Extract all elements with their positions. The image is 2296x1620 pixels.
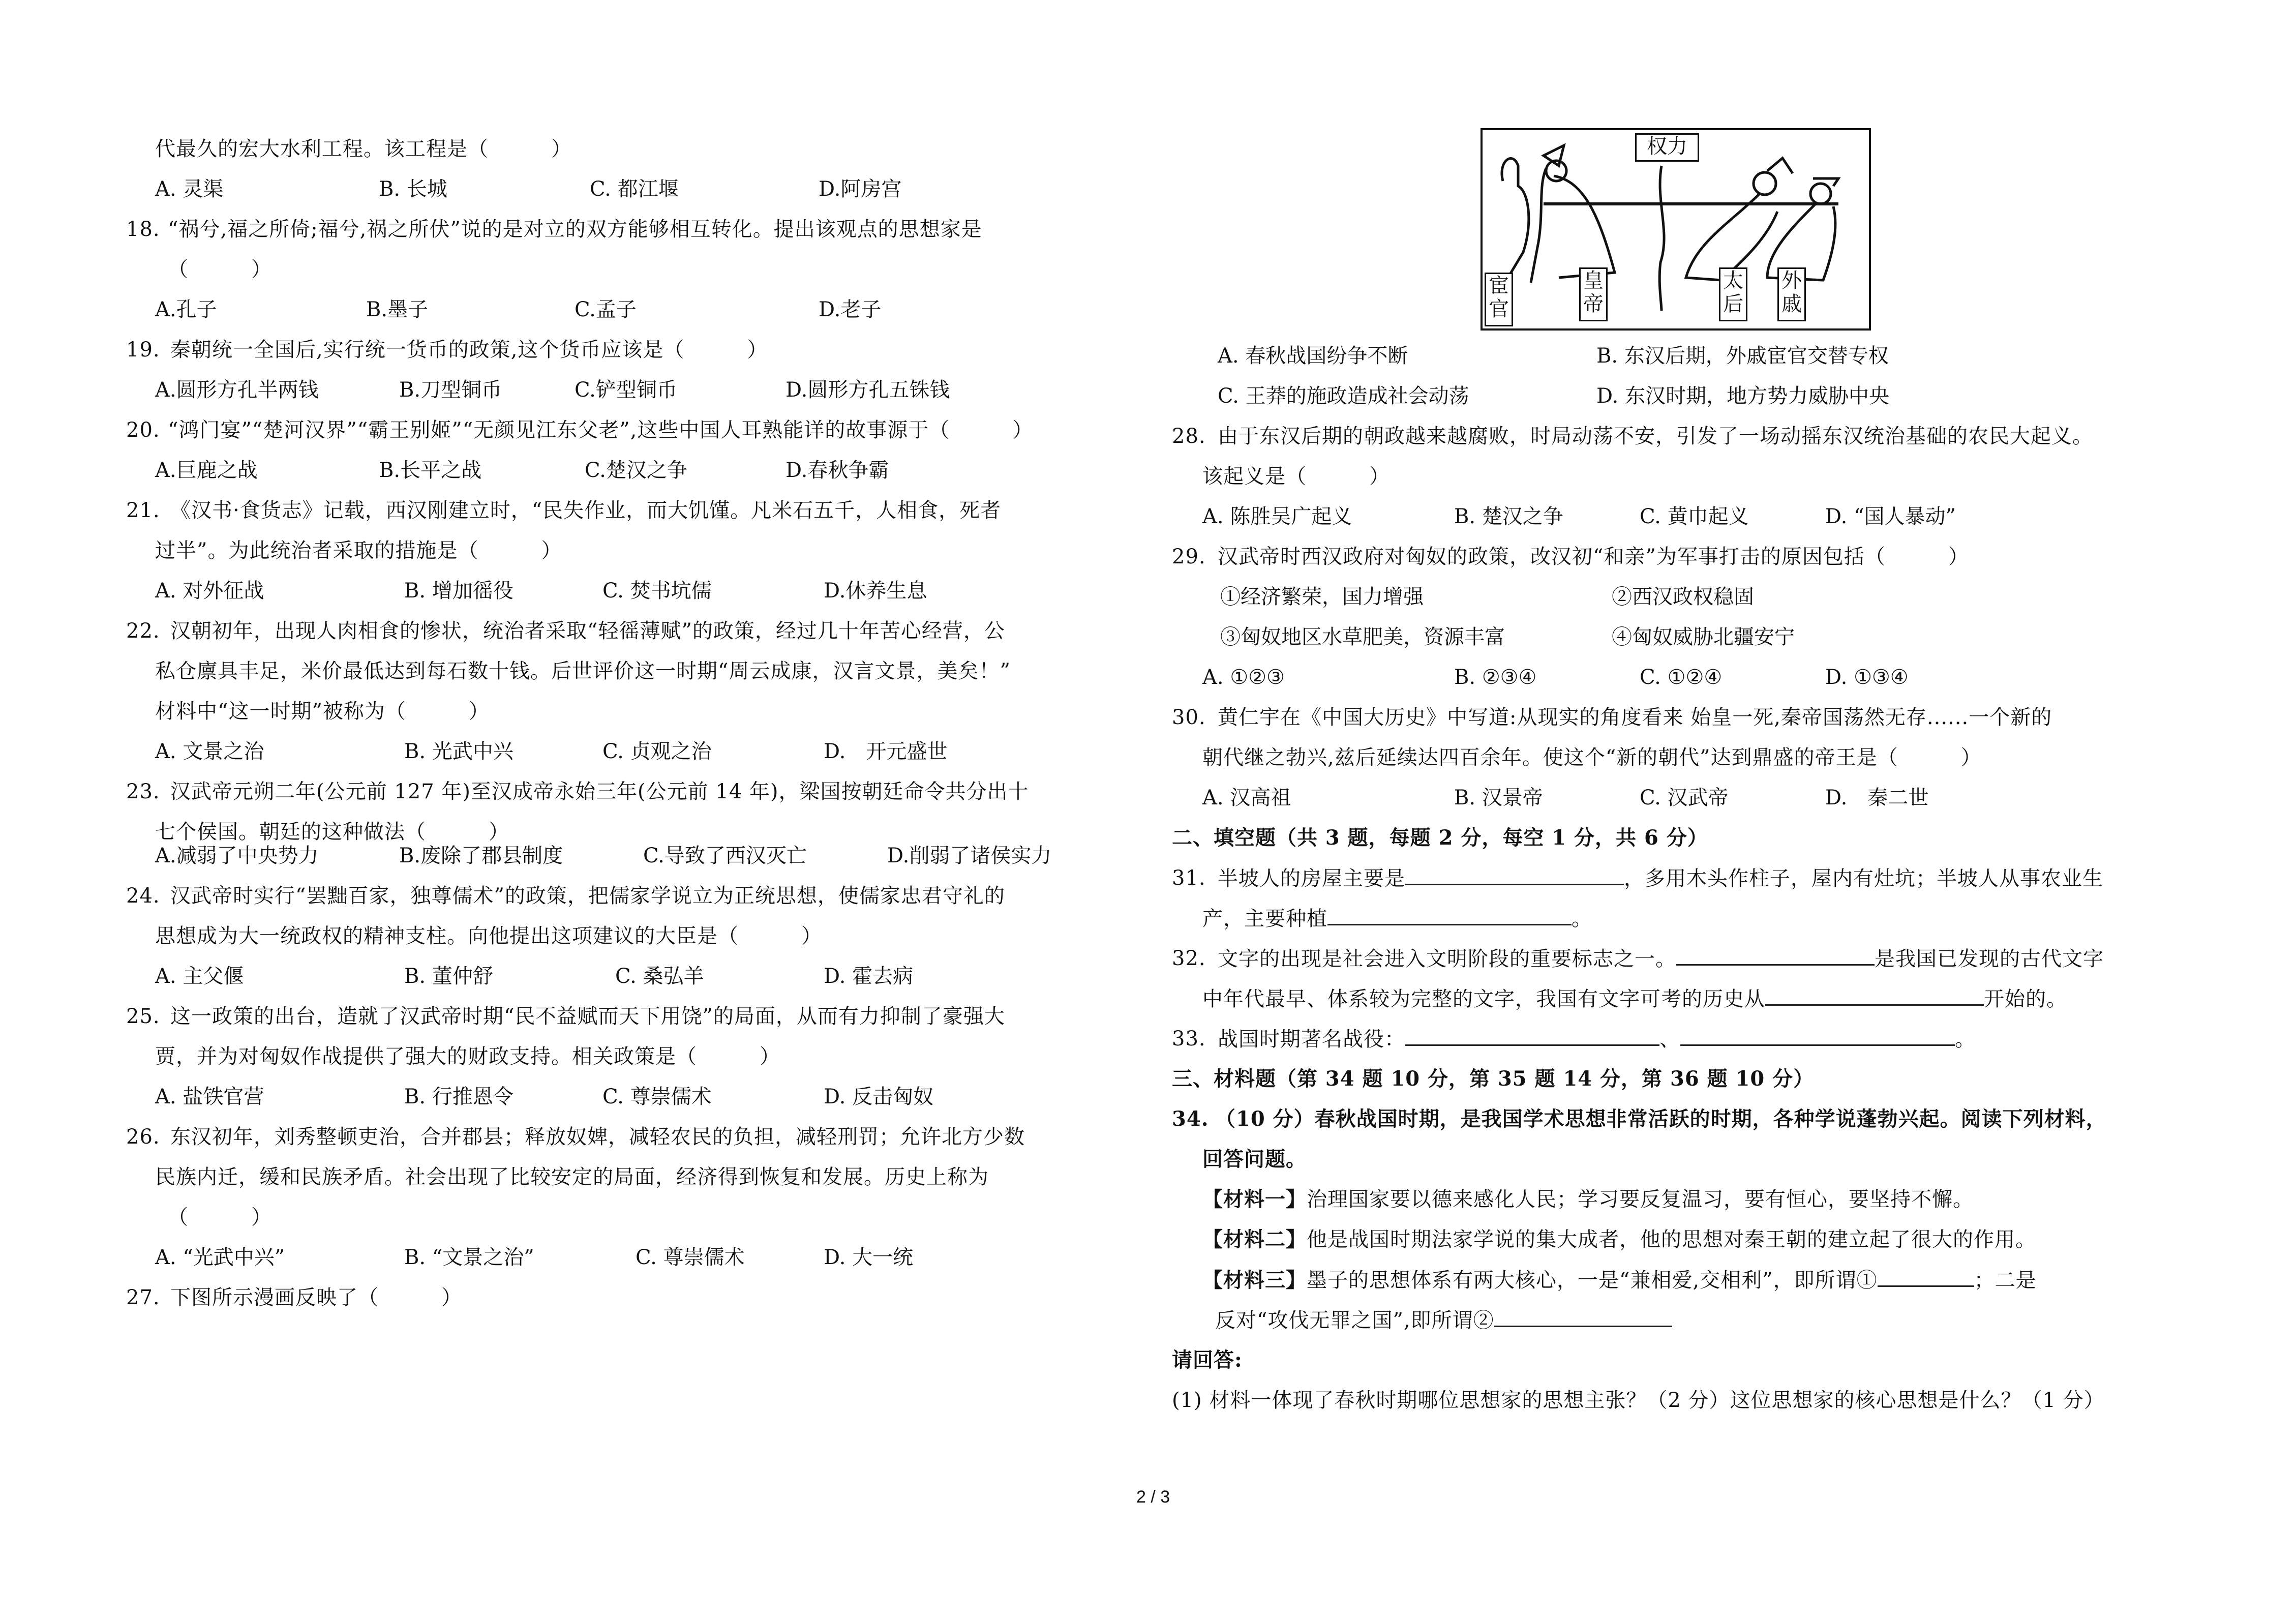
q29-option-d[interactable]: D. ①③④ bbox=[1825, 666, 1909, 689]
material-2-label: 【材料二】 bbox=[1202, 1227, 1307, 1251]
q20-option-c[interactable]: C.楚汉之争 bbox=[585, 459, 687, 482]
q18-number: 18. bbox=[126, 218, 160, 241]
q34-material-2 bbox=[1202, 1227, 2036, 1252]
q18-option-c[interactable]: C.孟子 bbox=[575, 298, 637, 321]
q29-stem: 汉武帝时西汉政府对匈奴的政策，改汉初“和亲”为军事打击的原因包括（ ） bbox=[1218, 545, 1969, 568]
section-2-heading: 二、填空题（共 3 题，每题 2 分，每空 1 分，共 6 分） bbox=[1172, 826, 1708, 850]
q19-stem: 秦朝统一全国后,实行统一货币的政策,这个货币应该是（ ） bbox=[170, 338, 768, 362]
q21-stem-line1: 《汉书·食货志》记载，西汉刚建立时，“民失作业，而大饥馑。凡米石五千，人相食，死者 bbox=[170, 499, 1002, 522]
q29-option-b[interactable]: B. ②③④ bbox=[1454, 666, 1537, 689]
q19-option-c[interactable]: C.铲型铜币 bbox=[575, 378, 677, 402]
q22-option-d[interactable]: D. 开元盛世 bbox=[824, 740, 948, 763]
q17-option-b[interactable]: B. 长城 bbox=[379, 177, 447, 201]
q27-option-b[interactable]: B. 东汉后期，外戚宦官交替专权 bbox=[1596, 344, 1889, 368]
q17-option-a[interactable]: A. 灵渠 bbox=[155, 177, 224, 201]
q26-option-c[interactable]: C. 尊崇儒术 bbox=[636, 1246, 745, 1269]
q30-number: 30. bbox=[1172, 706, 1206, 729]
q26-option-d[interactable]: D. 大一统 bbox=[824, 1246, 914, 1269]
q18-option-d[interactable]: D.老子 bbox=[819, 298, 882, 321]
q29-item-1: ①经济繁荣，国力增强 bbox=[1220, 585, 1424, 609]
q23-option-b[interactable]: B.废除了郡县制度 bbox=[399, 844, 563, 867]
q32-text-a: 文字的出现是社会进入文明阶段的重要标志之一。 bbox=[1218, 947, 1676, 971]
q28-option-b[interactable]: B. 楚汉之争 bbox=[1454, 505, 1563, 528]
q31-text-d: 。 bbox=[1572, 907, 1592, 931]
q19-option-d[interactable]: D.圆形方孔五铢钱 bbox=[786, 378, 950, 402]
q30-stem-line2: 朝代继之勃兴,兹后延续达四百余年。使这个“新的朝代”达到鼎盛的帝王是（ ） bbox=[1202, 746, 1982, 769]
q24-stem-line2: 思想成为大一统政权的精神支柱。向他提出这项建议的大臣是（ ） bbox=[155, 924, 822, 948]
q34-stem-line1: （10 分）春秋战国时期，是我国学术思想非常活跃的时期，各种学说蓬勃兴起。阅读下列材料， bbox=[1215, 1107, 2107, 1131]
material-3-text: 墨子的思想体系有两大核心，一是“兼相爱,交相利”，即所谓① bbox=[1307, 1269, 1878, 1292]
q25-option-c[interactable]: C. 尊崇儒术 bbox=[602, 1085, 712, 1108]
q33-end: 。 bbox=[1955, 1028, 1976, 1051]
q29-option-a[interactable]: A. ①②③ bbox=[1202, 666, 1285, 689]
q34-material-1 bbox=[1202, 1187, 1974, 1212]
q23-option-d[interactable]: D.削弱了诸侯实力 bbox=[887, 844, 1052, 867]
q30-option-a[interactable]: A. 汉高祖 bbox=[1202, 786, 1291, 809]
q30-option-b[interactable]: B. 汉景帝 bbox=[1454, 786, 1543, 809]
q20-stem: “鸿门宴”“楚河汉界”“霸王别姬”“无颜见江东父老”,这些中国人耳熟能详的故事源于（ ） bbox=[168, 418, 1034, 442]
material-1-text: 治理国家要以德来感化人民；学习要反复温习，要有恒心，要坚持不懈。 bbox=[1307, 1188, 1974, 1211]
q34-blank-2[interactable] bbox=[1494, 1307, 1672, 1327]
q21-option-b[interactable]: B. 增加徭役 bbox=[404, 579, 513, 603]
material-2-text: 他是战国时期法家学说的集大成者，他的思想对秦王朝的建立起了很大的作用。 bbox=[1307, 1228, 2036, 1251]
q33-text: 战国时期著名战役： bbox=[1218, 1028, 1405, 1051]
comic-label-emperor: 皇帝 bbox=[1579, 267, 1608, 321]
q23-option-a[interactable]: A.减弱了中央势力 bbox=[155, 844, 319, 867]
q31-line1 bbox=[1218, 865, 2103, 891]
q21-option-d[interactable]: D.休养生息 bbox=[824, 579, 927, 603]
q26-stem-line2: 民族内迁，缓和民族矛盾。社会出现了比较安定的局面，经济得到恢复和发展。历史上称为 bbox=[155, 1165, 989, 1189]
q34-stem-line2: 回答问题。 bbox=[1202, 1147, 1307, 1171]
q19-option-b[interactable]: B.刀型铜币 bbox=[399, 378, 502, 402]
q18-stem: “祸兮,福之所倚;福兮,祸之所伏”说的是对立的双方能够相互转化。提出该观点的思想家是 bbox=[168, 218, 982, 241]
q21-number: 21. bbox=[126, 499, 160, 522]
q22-option-a[interactable]: A. 文景之治 bbox=[155, 740, 264, 763]
q21-option-c[interactable]: C. 焚书坑儒 bbox=[602, 579, 712, 603]
q33-separator: 、 bbox=[1659, 1028, 1680, 1051]
q32-line2 bbox=[1202, 986, 2067, 1012]
q32-blank-1[interactable] bbox=[1676, 946, 1875, 966]
q20-option-d[interactable]: D.春秋争霸 bbox=[786, 459, 889, 482]
comic-label-consort-kin: 外戚 bbox=[1777, 267, 1806, 321]
q20-number: 20. bbox=[126, 418, 160, 442]
q24-option-a[interactable]: A. 主父偃 bbox=[155, 965, 244, 988]
q18-option-a[interactable]: A.孔子 bbox=[155, 298, 217, 321]
q24-stem-line1: 汉武帝时实行“罢黜百家，独尊儒术”的政策，把儒家学说立为正统思想，使儒家忠君守礼的 bbox=[170, 884, 1005, 908]
q17-continuation: 代最久的宏大水利工程。该工程是（ ） bbox=[155, 137, 572, 161]
q32-line1 bbox=[1218, 946, 2104, 972]
q18-option-b[interactable]: B.墨子 bbox=[366, 298, 429, 321]
q28-option-a[interactable]: A. 陈胜吴广起义 bbox=[1202, 505, 1352, 528]
q31-text-b: ，多用木头作柱子，屋内有灶坑；半坡人从事农业生 bbox=[1624, 867, 2103, 890]
q28-option-d[interactable]: D. “国人暴动” bbox=[1825, 505, 1956, 528]
q26-number: 26. bbox=[126, 1125, 160, 1149]
material-3-text-b: ；二是 bbox=[1974, 1269, 2037, 1292]
q29-item-4: ④匈奴威胁北疆安宁 bbox=[1612, 625, 1795, 649]
q33-blank-2[interactable] bbox=[1680, 1026, 1955, 1046]
q32-text-c: 中年代最早、体系较为完整的文字，我国有文字可考的历史从 bbox=[1202, 987, 1765, 1011]
q30-option-d[interactable]: D. 秦二世 bbox=[1825, 786, 1929, 809]
q27-stem: 下图所示漫画反映了（ ） bbox=[170, 1286, 462, 1309]
q28-stem-line2: 该起义是（ ） bbox=[1202, 465, 1390, 488]
q34-material-3-line2 bbox=[1215, 1307, 1672, 1333]
q33-number: 33. bbox=[1172, 1027, 1206, 1051]
q25-stem-line1: 这一政策的出台，造就了汉武帝时期“民不益赋而天下用饶”的局面，从而有力抑制了豪强大 bbox=[170, 1005, 1005, 1028]
q22-number: 22. bbox=[126, 619, 160, 643]
q26-option-a[interactable]: A. “光武中兴” bbox=[155, 1246, 285, 1269]
q31-number: 31. bbox=[1172, 866, 1206, 890]
q24-number: 24. bbox=[126, 884, 160, 908]
q34-prompt: 请回答: bbox=[1172, 1348, 1243, 1372]
q22-stem-line2: 私仓廪具丰足，米价最低达到每石数十钱。后世评价这一时期“周云成康，汉言文景，美矣！” bbox=[155, 659, 1011, 683]
q25-option-b[interactable]: B. 行推恩令 bbox=[404, 1085, 513, 1108]
q18-answer-bracket[interactable]: （ ） bbox=[168, 258, 272, 281]
q31-text-a: 半坡人的房屋主要是 bbox=[1218, 867, 1405, 890]
q32-text-d: 开始的。 bbox=[1984, 987, 2067, 1011]
q30-stem-line1: 黄仁宇在《中国大历史》中写道:从现实的角度看来 始皇一死,秦帝国荡然无存......一个新的 bbox=[1218, 706, 2052, 729]
q26-option-b[interactable]: B. “文景之治” bbox=[404, 1246, 534, 1269]
q28-option-c[interactable]: C. 黄巾起义 bbox=[1640, 505, 1749, 528]
q27-option-c[interactable]: C. 王莽的施政造成社会动荡 bbox=[1218, 384, 1469, 408]
q21-stem-line2: 过半”。为此统治者采取的措施是（ ） bbox=[155, 539, 562, 562]
page-number: 2 / 3 bbox=[1136, 1487, 1170, 1507]
q27-number: 27. bbox=[126, 1286, 160, 1309]
q22-option-b[interactable]: B. 光武中兴 bbox=[404, 740, 513, 763]
q22-stem-line3: 材料中“这一时期”被称为（ ） bbox=[155, 700, 490, 723]
material-3-line2-text: 反对“攻伐无罪之国”,即所谓② bbox=[1215, 1309, 1494, 1332]
q19-option-a[interactable]: A.圆形方孔半两钱 bbox=[155, 378, 319, 402]
power-struggle-comic bbox=[1481, 128, 1871, 331]
q31-blank-1[interactable] bbox=[1405, 865, 1624, 885]
comic-label-eunuch: 宦官 bbox=[1485, 273, 1513, 326]
q29-option-c[interactable]: C. ①②④ bbox=[1640, 666, 1723, 689]
q25-option-a[interactable]: A. 盐铁官营 bbox=[155, 1085, 264, 1108]
material-3-label: 【材料三】 bbox=[1202, 1268, 1307, 1292]
q33-blank-1[interactable] bbox=[1405, 1026, 1659, 1046]
q29-item-2: ②西汉政权稳固 bbox=[1612, 585, 1754, 609]
q24-option-d[interactable]: D. 霍去病 bbox=[824, 965, 914, 988]
q32-text-b: 是我国已发现的古代文字 bbox=[1875, 947, 2104, 971]
q22-option-c[interactable]: C. 贞观之治 bbox=[602, 740, 712, 763]
q34-material-3 bbox=[1202, 1267, 2037, 1293]
q23-stem-line1: 汉武帝元朔二年(公元前 127 年)至汉成帝永始三年(公元前 14 年)，梁国按朝廷命令共分出十 bbox=[170, 780, 1029, 803]
q29-number: 29. bbox=[1172, 545, 1206, 568]
q19-number: 19. bbox=[126, 338, 160, 362]
q17-option-d[interactable]: D.阿房宫 bbox=[819, 177, 902, 201]
q30-option-c[interactable]: C. 汉武帝 bbox=[1640, 786, 1729, 809]
q28-stem-line1: 由于东汉后期的朝政越来越腐败，时局动荡不安，引发了一场动摇东汉统治基础的农民大起义。 bbox=[1218, 425, 2093, 448]
q21-option-a[interactable]: A. 对外征战 bbox=[155, 579, 264, 603]
q22-stem-line1: 汉朝初年，出现人肉相食的惨状，统治者采取“轻徭薄赋”的政策，经过几十年苦心经营，公 bbox=[170, 619, 1005, 643]
q28-number: 28. bbox=[1172, 425, 1206, 448]
comic-title-tag: 权力 bbox=[1635, 133, 1699, 162]
q32-number: 32. bbox=[1172, 947, 1206, 970]
q31-line2 bbox=[1202, 906, 1592, 932]
q26-stem-line1: 东汉初年，刘秀整顿吏治，合并郡县；释放奴婢，减轻农民的负担，减轻刑罚；允许北方少数 bbox=[170, 1125, 1025, 1149]
q23-option-c[interactable]: C.导致了西汉灭亡 bbox=[643, 844, 807, 867]
q34-number: 34. bbox=[1172, 1107, 1209, 1131]
q20-option-a[interactable]: A.巨鹿之战 bbox=[155, 459, 258, 482]
q24-option-b[interactable]: B. 董仲舒 bbox=[404, 965, 493, 988]
q23-stem-line2: 七个侯国。朝廷的这种做法（ ） bbox=[155, 820, 509, 844]
q24-option-c[interactable]: C. 桑弘羊 bbox=[615, 965, 704, 988]
q27-option-d[interactable]: D. 东汉时期，地方势力威胁中央 bbox=[1596, 384, 1890, 408]
comic-label-empress-dowager: 太后 bbox=[1719, 267, 1747, 321]
section-3-heading: 三、材料题（第 34 题 10 分，第 35 题 14 分，第 36 题 10 分） bbox=[1172, 1067, 1815, 1091]
q17-option-c[interactable]: C. 都江堰 bbox=[590, 177, 679, 201]
q33-line bbox=[1218, 1026, 1976, 1052]
q25-option-d[interactable]: D. 反击匈奴 bbox=[824, 1085, 934, 1108]
q25-stem-line2: 贾，并为对匈奴作战提供了强大的财政支持。相关政策是（ ） bbox=[155, 1045, 780, 1068]
q29-item-3: ③匈奴地区水草肥美，资源丰富 bbox=[1220, 625, 1505, 649]
q23-number: 23. bbox=[126, 780, 160, 803]
q31-text-c: 产，主要种植 bbox=[1202, 907, 1327, 931]
q20-option-b[interactable]: B.长平之战 bbox=[379, 459, 482, 482]
q27-option-a[interactable]: A. 春秋战国纷争不断 bbox=[1218, 344, 1408, 368]
q34-blank-1[interactable] bbox=[1878, 1267, 1974, 1287]
q32-blank-2[interactable] bbox=[1765, 986, 1984, 1006]
q31-blank-2[interactable] bbox=[1327, 906, 1572, 925]
material-1-label: 【材料一】 bbox=[1202, 1187, 1307, 1211]
q26-answer-bracket[interactable]: （ ） bbox=[168, 1206, 272, 1229]
q25-number: 25. bbox=[126, 1005, 160, 1028]
q34-subquestion-1: (1) 材料一体现了春秋时期哪位思想家的思想主张？（2 分）这位思想家的核心思想是什么？（1 分） bbox=[1172, 1389, 2105, 1412]
